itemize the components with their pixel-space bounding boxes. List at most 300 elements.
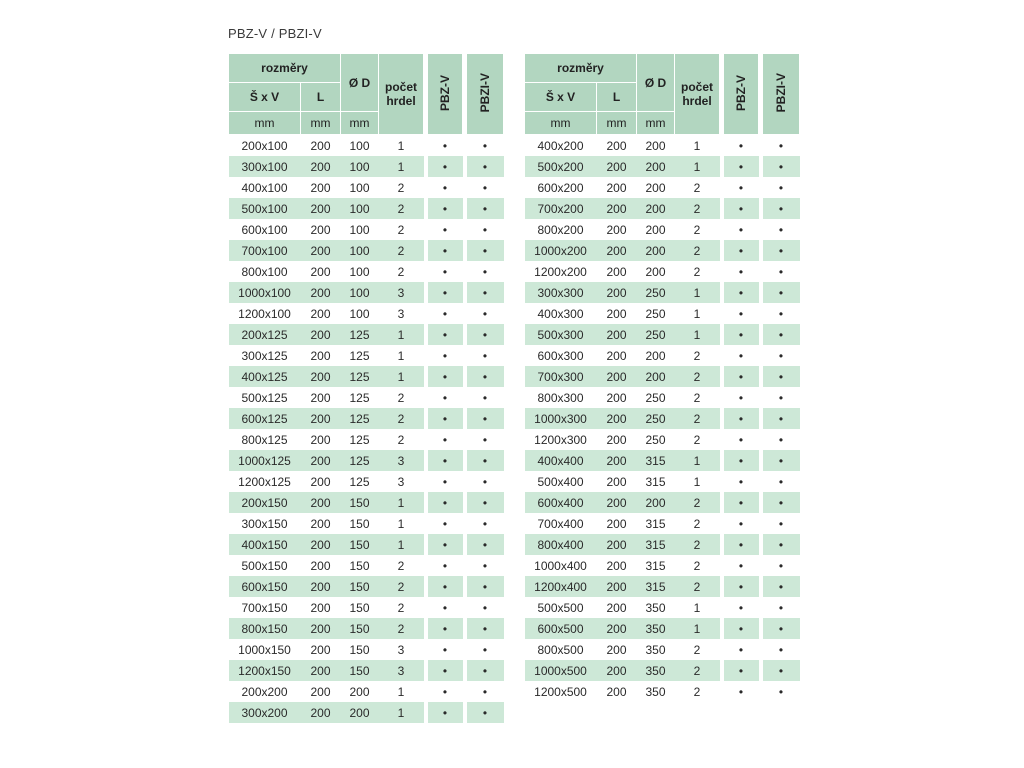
dimension-cell: 600x200 xyxy=(537,180,584,195)
hrdel-count-cell: 2 xyxy=(397,558,405,573)
hrdel-count-cell: 1 xyxy=(675,450,720,471)
hrdel-count-cell: 2 xyxy=(397,264,405,279)
pbziv-dot-cell: • xyxy=(467,618,504,639)
dimension-cell: 800x100 xyxy=(241,264,288,279)
pbzv-dot-cell: • xyxy=(738,390,744,405)
pbzv-dot-cell: • xyxy=(428,240,463,261)
table-row xyxy=(525,618,800,639)
pbziv-dot-cell: • xyxy=(482,348,488,363)
pbzv-dot-cell: • xyxy=(428,576,463,597)
dimension-cell: 400x300 xyxy=(537,306,584,321)
dimension-cell: 300x150 xyxy=(241,516,288,531)
pbziv-dot-cell: • xyxy=(763,240,800,261)
table-row xyxy=(229,534,504,555)
hrdel-count-cell: 2 xyxy=(675,408,720,429)
length-cell: 200 xyxy=(597,576,637,597)
dimension-cell: 400x100 xyxy=(241,180,288,195)
table-row xyxy=(229,177,504,198)
pbziv-dot-cell: • xyxy=(482,600,488,615)
pbziv-dot-cell: • xyxy=(467,702,504,723)
dimension-cell: 200x200 xyxy=(241,684,288,699)
table-row xyxy=(229,156,504,177)
dimension-cell: 1000x200 xyxy=(525,240,597,261)
pbziv-dot-cell: • xyxy=(778,642,784,657)
pbzv-dot-cell: • xyxy=(442,348,448,363)
pbzv-dot-cell: • xyxy=(724,408,759,429)
hrdel-count-cell: 2 xyxy=(693,642,701,657)
table-row xyxy=(229,240,504,261)
dimension-cell: 500x300 xyxy=(525,324,597,345)
table-row xyxy=(229,681,504,702)
diameter-cell: 150 xyxy=(349,558,370,573)
hrdel-count-cell: 1 xyxy=(675,618,720,639)
diameter-cell: 125 xyxy=(341,450,379,471)
pbzv-dot-cell: • xyxy=(724,576,759,597)
diameter-cell: 250 xyxy=(637,282,675,303)
length-cell: 200 xyxy=(301,534,341,555)
pbzv-dot-cell: • xyxy=(442,264,448,279)
header-pbziv xyxy=(467,54,504,135)
dimension-cell: 1200x100 xyxy=(238,306,291,321)
diameter-cell: 100 xyxy=(341,156,379,177)
hrdel-count-cell: 1 xyxy=(379,324,424,345)
dimension-cell: 300x125 xyxy=(241,348,288,363)
length-cell: 200 xyxy=(310,264,331,279)
table-row xyxy=(525,366,800,387)
diameter-cell: 125 xyxy=(349,390,370,405)
pbziv-dot-cell: • xyxy=(467,660,504,681)
length-cell: 200 xyxy=(606,600,627,615)
dimension-cell: 1000x400 xyxy=(534,558,587,573)
dimension-cell: 700x100 xyxy=(229,240,301,261)
pbzv-dot-cell: • xyxy=(724,660,759,681)
pbzv-dot-cell: • xyxy=(442,516,448,531)
pbzv-dot-cell: • xyxy=(428,156,463,177)
table-row xyxy=(229,471,504,492)
length-cell: 200 xyxy=(310,138,331,153)
table-row xyxy=(525,513,800,534)
dimension-cell: 1000x125 xyxy=(229,450,301,471)
diameter-cell: 350 xyxy=(637,660,675,681)
dimension-cell: 200x125 xyxy=(229,324,301,345)
diameter-cell: 100 xyxy=(349,306,370,321)
unit-mm: mm xyxy=(525,112,597,135)
diameter-cell: 125 xyxy=(341,324,379,345)
table-row xyxy=(229,555,504,576)
diameter-cell: 150 xyxy=(341,576,379,597)
dimension-cell: 700x200 xyxy=(525,198,597,219)
pbziv-dot-cell: • xyxy=(467,156,504,177)
dimension-cell: 800x125 xyxy=(241,432,288,447)
pbziv-dot-cell: • xyxy=(482,180,488,195)
pbzv-dot-cell: • xyxy=(428,660,463,681)
pbziv-dot-cell: • xyxy=(482,558,488,573)
header-rozmery: rozměry xyxy=(229,54,341,83)
pbziv-dot-cell: • xyxy=(778,306,784,321)
hrdel-count-cell: 2 xyxy=(379,240,424,261)
dimension-cell: 1200x125 xyxy=(238,474,291,489)
pbzv-dot-cell: • xyxy=(724,618,759,639)
left-table xyxy=(228,53,504,723)
table-row xyxy=(229,198,504,219)
length-cell: 200 xyxy=(310,222,331,237)
dimension-cell: 400x200 xyxy=(537,138,584,153)
dimension-cell: 600x500 xyxy=(525,618,597,639)
pbzv-dot-cell: • xyxy=(738,684,744,699)
table-row xyxy=(525,156,800,177)
diameter-cell: 100 xyxy=(341,282,379,303)
header-pbziv-label: PBZI-V xyxy=(774,72,788,113)
hrdel-count-cell: 3 xyxy=(379,450,424,471)
length-cell: 200 xyxy=(597,408,637,429)
table-row xyxy=(525,261,800,282)
hrdel-count-cell: 1 xyxy=(397,138,405,153)
pbziv-dot-cell: • xyxy=(763,534,800,555)
table-row xyxy=(229,324,504,345)
length-cell: 200 xyxy=(606,684,627,699)
table-row xyxy=(525,639,800,660)
table-row xyxy=(525,576,800,597)
pbziv-dot-cell: • xyxy=(763,324,800,345)
length-cell: 200 xyxy=(606,432,627,447)
length-cell: 200 xyxy=(310,558,331,573)
unit-mm: mm xyxy=(301,112,341,135)
header-pocet-hrdel: počet hrdel xyxy=(379,54,424,135)
length-cell: 200 xyxy=(597,156,637,177)
pbziv-dot-cell: • xyxy=(763,492,800,513)
table-row xyxy=(525,450,800,471)
length-cell: 200 xyxy=(310,516,331,531)
dimension-cell: 300x200 xyxy=(229,702,301,723)
pbzv-dot-cell: • xyxy=(442,432,448,447)
hrdel-count-cell: 3 xyxy=(397,642,405,657)
dimension-cell: 400x150 xyxy=(229,534,301,555)
length-cell: 200 xyxy=(301,576,341,597)
length-cell: 200 xyxy=(301,702,341,723)
length-cell: 200 xyxy=(606,516,627,531)
hrdel-count-cell: 1 xyxy=(379,366,424,387)
diameter-cell: 100 xyxy=(341,240,379,261)
header-l: L xyxy=(597,83,637,112)
pbziv-dot-cell: • xyxy=(482,474,488,489)
pbziv-dot-cell: • xyxy=(467,366,504,387)
unit-mm: mm xyxy=(229,112,301,135)
diameter-cell: 315 xyxy=(645,474,666,489)
dimension-cell: 400x125 xyxy=(229,366,301,387)
pbzv-dot-cell: • xyxy=(428,282,463,303)
diameter-cell: 315 xyxy=(637,576,675,597)
table-body xyxy=(229,135,504,724)
dimension-cell: 500x200 xyxy=(525,156,597,177)
dimension-cell: 500x125 xyxy=(241,390,288,405)
dimension-cell: 800x200 xyxy=(537,222,584,237)
header-l: L xyxy=(301,83,341,112)
length-cell: 200 xyxy=(301,240,341,261)
diameter-cell: 100 xyxy=(341,198,379,219)
diameter-cell: 150 xyxy=(341,660,379,681)
pbzv-dot-cell: • xyxy=(738,642,744,657)
hrdel-count-cell: 1 xyxy=(379,156,424,177)
table-row xyxy=(525,240,800,261)
dimension-cell: 600x400 xyxy=(525,492,597,513)
pbziv-dot-cell: • xyxy=(763,576,800,597)
table-row xyxy=(229,450,504,471)
pbzv-dot-cell: • xyxy=(724,366,759,387)
length-cell: 200 xyxy=(310,600,331,615)
pbziv-dot-cell: • xyxy=(763,198,800,219)
length-cell: 200 xyxy=(310,684,331,699)
table-row xyxy=(229,408,504,429)
hrdel-count-cell: 2 xyxy=(693,180,701,195)
pbziv-dot-cell: • xyxy=(467,324,504,345)
header-pbziv xyxy=(763,54,800,135)
pbzv-dot-cell: • xyxy=(738,264,744,279)
pbzv-dot-cell: • xyxy=(442,600,448,615)
length-cell: 200 xyxy=(597,534,637,555)
hrdel-count-cell: 1 xyxy=(379,534,424,555)
dimension-cell: 600x125 xyxy=(229,408,301,429)
pbzv-dot-cell: • xyxy=(738,138,744,153)
diameter-cell: 315 xyxy=(645,558,666,573)
dimension-cell: 800x150 xyxy=(229,618,301,639)
table-row xyxy=(525,303,800,324)
hrdel-count-cell: 1 xyxy=(379,702,424,723)
pbzv-dot-cell: • xyxy=(724,240,759,261)
hrdel-count-cell: 2 xyxy=(693,348,701,363)
pbziv-dot-cell: • xyxy=(778,390,784,405)
pbziv-dot-cell: • xyxy=(482,390,488,405)
hrdel-count-cell: 2 xyxy=(675,240,720,261)
table-row xyxy=(229,597,504,618)
hrdel-count-cell: 2 xyxy=(693,684,701,699)
header-pbzv-label: PBZ-V xyxy=(734,74,748,111)
table-row xyxy=(525,135,800,157)
length-cell: 200 xyxy=(597,198,637,219)
table-row xyxy=(229,219,504,240)
length-cell: 200 xyxy=(301,450,341,471)
pbziv-dot-cell: • xyxy=(778,348,784,363)
pbzv-dot-cell: • xyxy=(442,474,448,489)
hrdel-count-cell: 1 xyxy=(397,516,405,531)
hrdel-count-cell: 2 xyxy=(379,618,424,639)
pbzv-dot-cell: • xyxy=(442,642,448,657)
dimension-cell: 800x500 xyxy=(537,642,584,657)
table-row xyxy=(525,660,800,681)
table-row xyxy=(229,492,504,513)
pbzv-dot-cell: • xyxy=(428,324,463,345)
hrdel-count-cell: 2 xyxy=(693,222,701,237)
diameter-cell: 250 xyxy=(645,390,666,405)
pbzv-dot-cell: • xyxy=(428,618,463,639)
diameter-cell: 200 xyxy=(341,702,379,723)
dimension-cell: 1200x200 xyxy=(534,264,587,279)
hrdel-count-cell: 2 xyxy=(397,390,405,405)
table-row xyxy=(525,429,800,450)
pbzv-dot-cell: • xyxy=(738,516,744,531)
diameter-cell: 315 xyxy=(637,450,675,471)
dimension-cell: 700x300 xyxy=(525,366,597,387)
length-cell: 200 xyxy=(606,558,627,573)
length-cell: 200 xyxy=(310,642,331,657)
hrdel-count-cell: 1 xyxy=(397,684,405,699)
right-table xyxy=(524,53,800,702)
diameter-cell: 200 xyxy=(637,366,675,387)
diameter-cell: 150 xyxy=(341,534,379,555)
length-cell: 200 xyxy=(606,390,627,405)
table-row xyxy=(525,219,800,240)
diameter-cell: 125 xyxy=(349,348,370,363)
pbzv-dot-cell: • xyxy=(724,492,759,513)
table-row xyxy=(525,324,800,345)
hrdel-count-cell: 2 xyxy=(397,180,405,195)
pbziv-dot-cell: • xyxy=(778,222,784,237)
hrdel-count-cell: 1 xyxy=(675,324,720,345)
hrdel-count-cell: 1 xyxy=(397,348,405,363)
table-row xyxy=(525,387,800,408)
header-pbzv xyxy=(428,54,463,135)
table-row xyxy=(525,198,800,219)
diameter-cell: 315 xyxy=(637,534,675,555)
length-cell: 200 xyxy=(606,138,627,153)
pbziv-dot-cell: • xyxy=(467,240,504,261)
length-cell: 200 xyxy=(310,432,331,447)
table-row xyxy=(229,618,504,639)
pbzv-dot-cell: • xyxy=(738,180,744,195)
pbzv-dot-cell: • xyxy=(428,366,463,387)
table-row xyxy=(525,597,800,618)
diameter-cell: 100 xyxy=(349,264,370,279)
pbzv-dot-cell: • xyxy=(738,600,744,615)
dimension-cell: 600x300 xyxy=(537,348,584,363)
pbziv-dot-cell: • xyxy=(763,618,800,639)
diameter-cell: 350 xyxy=(645,684,666,699)
length-cell: 200 xyxy=(606,474,627,489)
length-cell: 200 xyxy=(606,180,627,195)
hrdel-count-cell: 2 xyxy=(675,660,720,681)
pbzv-dot-cell: • xyxy=(724,198,759,219)
diameter-cell: 350 xyxy=(645,642,666,657)
pbziv-dot-cell: • xyxy=(482,642,488,657)
dimension-cell: 600x150 xyxy=(229,576,301,597)
pbziv-dot-cell: • xyxy=(482,516,488,531)
length-cell: 200 xyxy=(301,156,341,177)
header-pocet-hrdel: počet hrdel xyxy=(675,54,720,135)
header-pbzv xyxy=(724,54,759,135)
pbzv-dot-cell: • xyxy=(428,492,463,513)
hrdel-count-cell: 2 xyxy=(379,576,424,597)
hrdel-count-cell: 2 xyxy=(379,198,424,219)
hrdel-count-cell: 2 xyxy=(675,366,720,387)
header-pbziv-label: PBZI-V xyxy=(478,72,492,113)
hrdel-count-cell: 2 xyxy=(379,408,424,429)
pbziv-dot-cell: • xyxy=(482,432,488,447)
dimension-cell: 1000x500 xyxy=(525,660,597,681)
dimension-cell: 500x500 xyxy=(537,600,584,615)
pbziv-dot-cell: • xyxy=(763,282,800,303)
dimension-cell: 300x100 xyxy=(229,156,301,177)
pbziv-dot-cell: • xyxy=(763,450,800,471)
dimension-cell: 1200x500 xyxy=(534,684,587,699)
dimension-cell: 500x100 xyxy=(229,198,301,219)
pbziv-dot-cell: • xyxy=(467,198,504,219)
hrdel-count-cell: 3 xyxy=(379,660,424,681)
pbzv-dot-cell: • xyxy=(738,306,744,321)
unit-mm: mm xyxy=(341,112,379,135)
length-cell: 200 xyxy=(597,492,637,513)
pbziv-dot-cell: • xyxy=(467,282,504,303)
dimension-cell: 1000x100 xyxy=(229,282,301,303)
length-cell: 200 xyxy=(310,348,331,363)
pbziv-dot-cell: • xyxy=(763,660,800,681)
diameter-cell: 150 xyxy=(341,618,379,639)
pbzv-dot-cell: • xyxy=(724,282,759,303)
length-cell: 200 xyxy=(310,180,331,195)
dimension-cell: 800x400 xyxy=(525,534,597,555)
hrdel-count-cell: 2 xyxy=(693,558,701,573)
table-row xyxy=(229,387,504,408)
diameter-cell: 200 xyxy=(645,138,666,153)
table-row xyxy=(229,576,504,597)
pbzv-dot-cell: • xyxy=(428,198,463,219)
length-cell: 200 xyxy=(606,222,627,237)
diameter-cell: 125 xyxy=(341,408,379,429)
pbzv-dot-cell: • xyxy=(738,474,744,489)
hrdel-count-cell: 2 xyxy=(397,600,405,615)
table-body xyxy=(525,135,800,703)
length-cell: 200 xyxy=(301,282,341,303)
pbzv-dot-cell: • xyxy=(724,156,759,177)
table-row xyxy=(229,261,504,282)
diameter-cell: 125 xyxy=(349,432,370,447)
hrdel-count-cell: 2 xyxy=(693,516,701,531)
length-cell: 200 xyxy=(606,348,627,363)
length-cell: 200 xyxy=(606,264,627,279)
dimension-cell: 200x150 xyxy=(229,492,301,513)
pbzv-dot-cell: • xyxy=(428,534,463,555)
pbziv-dot-cell: • xyxy=(482,684,488,699)
dimension-cell: 1200x400 xyxy=(525,576,597,597)
pbziv-dot-cell: • xyxy=(467,576,504,597)
diameter-cell: 200 xyxy=(349,684,370,699)
table-row xyxy=(229,660,504,681)
pbziv-dot-cell: • xyxy=(778,180,784,195)
table-row xyxy=(525,408,800,429)
length-cell: 200 xyxy=(301,198,341,219)
header-sxv: Š x V xyxy=(229,83,301,112)
diameter-cell: 250 xyxy=(645,306,666,321)
diameter-cell: 350 xyxy=(637,618,675,639)
pbzv-dot-cell: • xyxy=(442,306,448,321)
table-row xyxy=(525,471,800,492)
length-cell: 200 xyxy=(310,390,331,405)
diameter-cell: 200 xyxy=(637,240,675,261)
pbziv-dot-cell: • xyxy=(778,600,784,615)
dimension-cell: 400x400 xyxy=(525,450,597,471)
length-cell: 200 xyxy=(606,306,627,321)
dimension-cell: 500x150 xyxy=(241,558,288,573)
length-cell: 200 xyxy=(301,492,341,513)
diameter-cell: 100 xyxy=(349,180,370,195)
hrdel-count-cell: 3 xyxy=(397,474,405,489)
length-cell: 200 xyxy=(301,660,341,681)
hrdel-count-cell: 2 xyxy=(693,264,701,279)
hrdel-count-cell: 2 xyxy=(675,198,720,219)
pbziv-dot-cell: • xyxy=(467,534,504,555)
diameter-cell: 150 xyxy=(341,492,379,513)
pbzv-dot-cell: • xyxy=(724,534,759,555)
diameter-cell: 250 xyxy=(637,408,675,429)
table-row xyxy=(229,282,504,303)
